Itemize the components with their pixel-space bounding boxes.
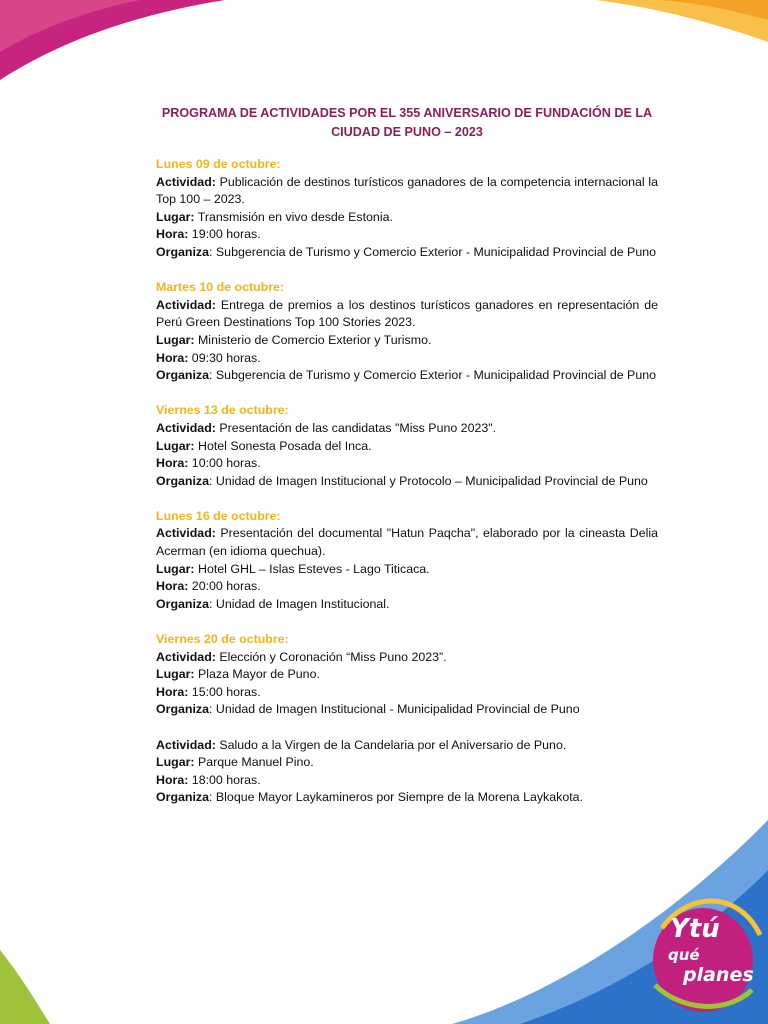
actividad-value: Saludo a la Virgen de la Candelaria por el Aniversario de Puno. <box>215 737 567 752</box>
hora-value: 18:00 horas. <box>188 772 261 787</box>
logo-ytu-text: Ytú <box>670 914 720 944</box>
actividad-label: Actividad: <box>156 649 216 664</box>
hora-row <box>156 226 658 244</box>
actividad-value: Publicación de destinos turísticos ganadores de la competencia internacional la Top 100 – 2023. <box>156 174 658 207</box>
organiza-label: Organiza <box>156 790 210 805</box>
organiza-row <box>156 367 658 385</box>
hora-label: Hora: <box>156 579 189 594</box>
organiza-value: : Subgerencia de Turismo y Comercio Exterior - Municipalidad Provincial de Puno <box>209 244 656 259</box>
actividad-value: Elección y Coronación “Miss Puno 2023”. <box>215 649 447 664</box>
organiza-label: Organiza <box>156 596 210 611</box>
hora-label: Hora: <box>156 772 189 787</box>
lugar-value: Hotel Sonesta Posada del Inca. <box>194 438 372 453</box>
lugar-value: Plaza Mayor de Puno. <box>194 667 320 682</box>
event-section <box>156 156 658 262</box>
hora-label: Hora: <box>156 350 189 365</box>
organiza-label: Organiza <box>156 244 210 259</box>
lugar-value: Ministerio de Comercio Exterior y Turismo. <box>194 332 432 347</box>
activities-document <box>156 104 658 825</box>
organiza-value: : Unidad de Imagen Institucional. <box>209 596 390 611</box>
lugar-row <box>156 332 658 350</box>
hora-value: 10:00 horas. <box>188 456 261 471</box>
hora-value: 15:00 horas. <box>188 684 261 699</box>
organiza-row <box>156 473 658 491</box>
organiza-label: Organiza <box>156 473 210 488</box>
lugar-row <box>156 561 658 579</box>
event-section <box>156 737 658 807</box>
lugar-label: Lugar: <box>156 332 195 347</box>
logo-planes-text: planes <box>683 964 754 986</box>
organiza-value: : Bloque Mayor Laykamineros por Siempre de la Morena Laykakota. <box>209 790 584 805</box>
hora-value: 09:30 horas. <box>188 350 261 365</box>
bottom-left-swoosh <box>0 950 50 1024</box>
actividad-label: Actividad: <box>156 737 216 752</box>
hora-label: Hora: <box>156 227 189 242</box>
event-section <box>156 402 658 490</box>
event-section <box>156 279 658 385</box>
actividad-row <box>156 420 658 438</box>
organiza-row <box>156 596 658 614</box>
logo-que-text: qué <box>668 946 700 964</box>
hora-row <box>156 350 658 368</box>
actividad-row <box>156 174 658 209</box>
lugar-label: Lugar: <box>156 561 195 576</box>
actividad-value: Presentación del documental "Hatun Paqcha", elaborado por la cineasta Delia Acerman (en idioma quechua). <box>156 526 658 559</box>
event-day: Viernes 20 de octubre: <box>156 632 289 647</box>
lugar-label: Lugar: <box>156 438 195 453</box>
lugar-row <box>156 209 658 227</box>
hora-value: 20:00 horas. <box>188 579 261 594</box>
event-day: Lunes 09 de octubre: <box>156 157 281 171</box>
actividad-value: Entrega de premios a los destinos turísticos ganadores en representación de Perú Green Destinations Top 100 Stories 2023. <box>156 297 658 330</box>
organiza-value: : Unidad de Imagen Institucional - Municipalidad Provincial de Puno <box>209 702 580 717</box>
actividad-value: Presentación de las candidatas "Miss Puno 2023". <box>215 420 497 435</box>
actividad-row <box>156 649 658 667</box>
actividad-row <box>156 737 658 755</box>
hora-value: 19:00 horas. <box>188 227 261 242</box>
lugar-row <box>156 754 658 772</box>
document-title: PROGRAMA DE ACTIVIDADES POR EL 355 ANIVERSARIO DE FUNDACIÓN DE LA CIUDAD DE PUNO – 2023 <box>161 106 653 139</box>
lugar-row <box>156 666 658 684</box>
organiza-label: Organiza <box>156 702 210 717</box>
hora-row <box>156 578 658 596</box>
actividad-label: Actividad: <box>156 174 216 189</box>
organiza-value: : Unidad de Imagen Institucional y Protocolo – Municipalidad Provincial de Puno <box>209 473 648 488</box>
organiza-row <box>156 789 658 807</box>
event-day: Lunes 16 de octubre: <box>156 508 281 523</box>
hora-row <box>156 772 658 790</box>
hora-label: Hora: <box>156 456 189 471</box>
event-day: Viernes 13 de octubre: <box>156 403 289 418</box>
actividad-row <box>156 525 658 560</box>
event-day: Martes 10 de octubre: <box>156 280 285 295</box>
event-section <box>156 508 658 614</box>
hora-row <box>156 455 658 473</box>
lugar-label: Lugar: <box>156 667 195 682</box>
organiza-label: Organiza <box>156 368 210 383</box>
actividad-label: Actividad: <box>156 297 216 312</box>
actividad-row <box>156 297 658 332</box>
lugar-row <box>156 438 658 456</box>
hora-row <box>156 684 658 702</box>
actividad-label: Actividad: <box>156 420 216 435</box>
lugar-label: Lugar: <box>156 209 195 224</box>
lugar-label: Lugar: <box>156 755 195 770</box>
lugar-value: Transmisión en vivo desde Estonia. <box>194 209 393 224</box>
hora-label: Hora: <box>156 684 189 699</box>
event-section <box>156 631 658 719</box>
organiza-row <box>156 244 658 262</box>
lugar-value: Hotel GHL – Islas Esteves - Lago Titicaca. <box>194 561 430 576</box>
lugar-value: Parque Manuel Pino. <box>194 755 314 770</box>
actividad-label: Actividad: <box>156 526 216 541</box>
organiza-row <box>156 701 658 719</box>
organiza-value: : Subgerencia de Turismo y Comercio Exterior - Municipalidad Provincial de Puno <box>209 368 656 383</box>
